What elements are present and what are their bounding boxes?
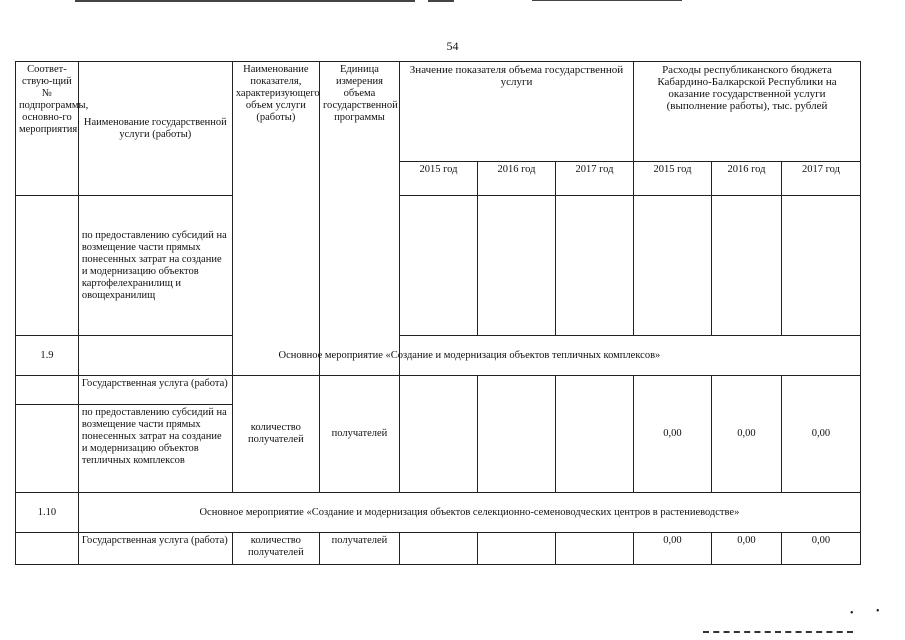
expense-2015: 0,00 [633, 376, 711, 493]
cell-empty [555, 196, 633, 336]
cell-empty [16, 376, 79, 405]
scan-line-top-3 [532, 0, 682, 1]
year-expenses-2015: 2015 год [633, 162, 711, 196]
service-potato-storage: по предоставлению субсидий на возмещение части прямых понесенных затрат на создание и модернизацию объектов картофелехранилищ и овощехранилищ [78, 196, 232, 336]
cell-empty [633, 196, 711, 336]
cell-empty [399, 196, 477, 336]
expense-2017: 0,00 [781, 533, 860, 565]
expense-2016: 0,00 [711, 376, 781, 493]
scan-mark: • [850, 608, 854, 619]
header-expenses-group: Расходы республиканского бюджета Кабардино-Балкарской Республики на оказание государственной услуги (выполнение работы), тыс. рублей [633, 62, 860, 162]
services-table [15, 61, 861, 565]
header-unit: Единица измерения объема государственной программы [319, 62, 399, 376]
cell-empty [16, 405, 79, 493]
header-service-name: Наименование государственной услуги (работы) [78, 62, 232, 196]
year-volume-2015: 2015 год [399, 162, 477, 196]
indicator-name: количество получателей [232, 376, 319, 493]
header-volume-group: Значение показателя объема государственной услуги [399, 62, 633, 162]
cell-empty [399, 533, 477, 565]
unit-name: получателей [319, 533, 399, 565]
header-subprogram-number: Соответ-ствую-щий № подпрограммы, основно-го мероприятия [16, 62, 79, 196]
cell-empty [781, 196, 860, 336]
scan-line-top-1 [75, 0, 415, 2]
section-title: Основное мероприятие «Создание и модернизация объектов тепличных комплексов» [78, 336, 860, 376]
section-title: Основное мероприятие «Создание и модернизация объектов селекционно-семеноводческих центров в растениеводстве» [78, 493, 860, 533]
year-expenses-2016: 2016 год [711, 162, 781, 196]
scan-line-bottom [703, 631, 853, 637]
cell-empty [711, 196, 781, 336]
year-volume-2017: 2017 год [555, 162, 633, 196]
header-indicator-name: Наименование показателя, характеризующего объем услуги (работы) [232, 62, 319, 376]
indicator-name: количество получателей [232, 533, 319, 565]
year-expenses-2017: 2017 год [781, 162, 860, 196]
unit-name: получателей [319, 376, 399, 493]
cell-empty [477, 376, 555, 493]
cell-empty [16, 196, 79, 336]
cell-empty [555, 376, 633, 493]
cell-empty [477, 196, 555, 336]
cell-empty [399, 376, 477, 493]
cell-empty [555, 533, 633, 565]
section-number: 1.9 [16, 336, 79, 376]
expense-2016: 0,00 [711, 533, 781, 565]
cell-empty [16, 533, 79, 565]
service-label: Государственная услуга (работа) [78, 376, 232, 405]
expense-2017: 0,00 [781, 376, 860, 493]
year-volume-2016: 2016 год [477, 162, 555, 196]
section-number: 1.10 [16, 493, 79, 533]
expense-2015: 0,00 [633, 533, 711, 565]
scan-mark: • [876, 606, 880, 617]
scan-line-top-2 [428, 0, 454, 2]
page-number: 54 [446, 39, 459, 53]
cell-empty [477, 533, 555, 565]
service-greenhouse: по предоставлению субсидий на возмещение части прямых понесенных затрат на создание и модернизацию объектов тепличных комплексов [78, 405, 232, 493]
service-label: Государственная услуга (работа) [78, 533, 232, 565]
